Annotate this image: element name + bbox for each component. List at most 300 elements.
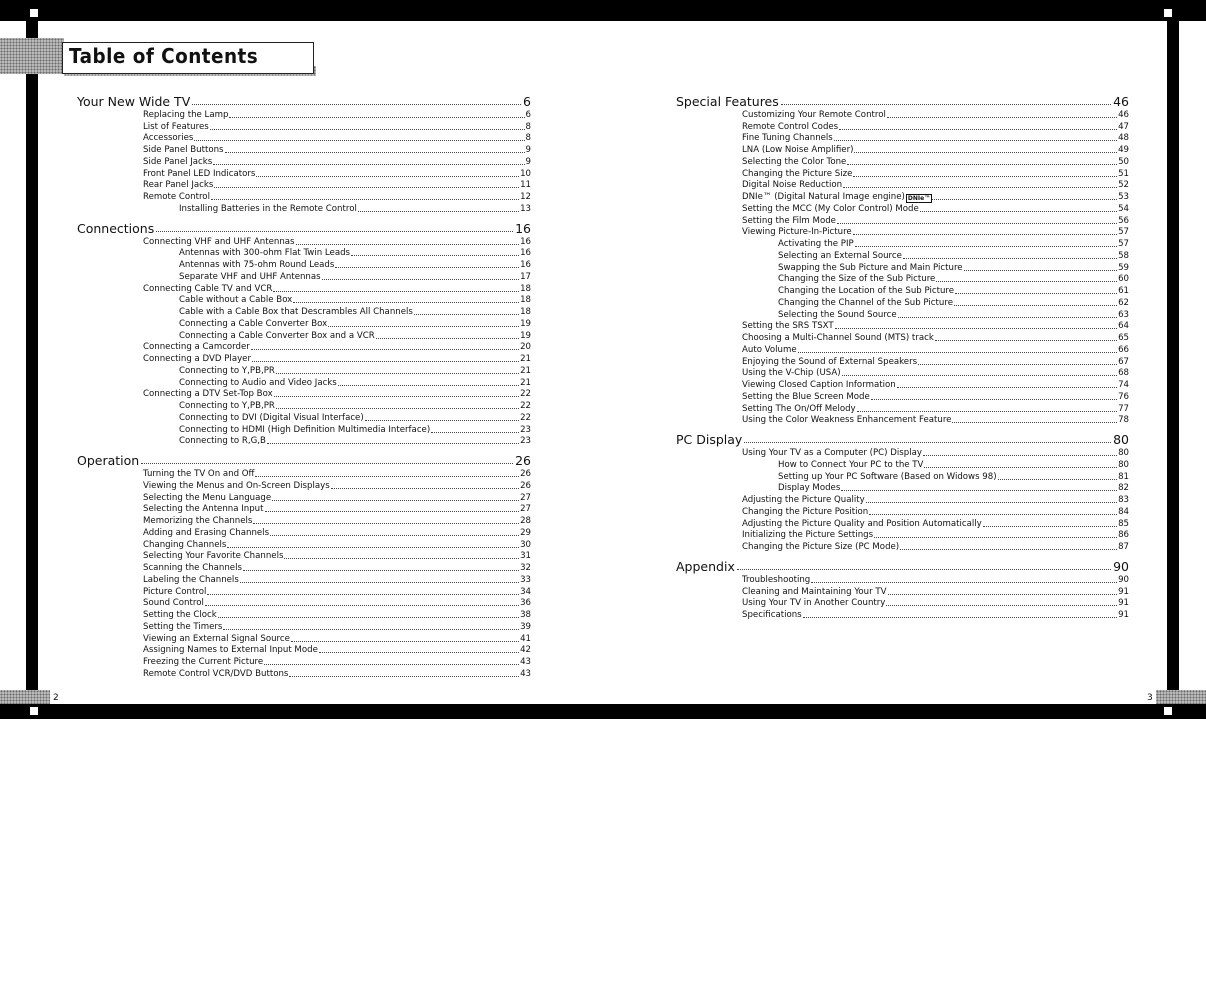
dot-leader [869,514,1117,515]
toc-entry[interactable] [676,586,1129,598]
toc-entry[interactable] [676,598,1129,610]
toc-section-heading[interactable] [676,88,1129,109]
toc-entry-label: Setting the SRS TSXT [742,321,834,332]
dot-leader [240,582,519,583]
dot-leader [866,502,1117,503]
dot-leader [251,349,519,350]
toc-entry-page: 21 [520,365,531,376]
toc-entry-label: Initializing the Picture Settings [742,530,874,541]
toc-entry[interactable] [676,574,1129,586]
dot-leader [156,231,513,232]
dot-leader [955,293,1117,294]
toc-entry-page: 59 [1118,262,1129,273]
corner-mark-top-right [1164,9,1172,17]
toc-entry[interactable] [676,274,1129,286]
toc-entry[interactable] [77,191,531,203]
toc-entry-label: Customizing Your Remote Control [742,109,886,120]
toc-entry-page: 80 [1118,459,1129,470]
toc-entry-page: 58 [1118,250,1129,261]
toc-entry-page: 18 [520,307,531,317]
toc-entry[interactable] [676,262,1129,274]
toc-entry-page: 85 [1118,518,1129,529]
toc-entry[interactable] [77,168,531,180]
toc-entry-label: Setting the MCC (My Color Control) Mode [742,203,919,214]
toc-entry-page: 19 [520,330,531,341]
toc-section-heading[interactable] [77,215,531,236]
toc-entry[interactable] [77,283,531,295]
dot-leader [841,490,1117,491]
toc-entry[interactable] [77,468,531,480]
toc-entry[interactable] [77,330,531,342]
toc-entry-label: Connecting to R,G,B [179,436,266,447]
toc-entry-label: Specifications [742,610,802,620]
toc-entry[interactable] [77,203,531,215]
footer-halftone-right [1156,690,1206,704]
dot-leader [210,129,525,130]
toc-entry[interactable] [676,379,1129,391]
toc-entry-page: 47 [1118,121,1129,132]
toc-entry-label: Connecting to Audio and Video Jacks [179,377,337,388]
toc-entry-label: Changing the Picture Size (PC Mode) [742,542,900,552]
dot-leader [839,129,1117,130]
dot-leader [847,164,1117,165]
dot-leader [252,361,519,362]
dot-leader [272,500,519,501]
toc-entry[interactable] [77,295,531,307]
toc-entry[interactable] [77,480,531,492]
toc-entry[interactable] [676,518,1129,530]
toc-section-page: 46 [1113,94,1129,109]
toc-entry-label: Changing the Channel of the Sub Picture [778,297,953,308]
toc-entry[interactable] [676,121,1129,133]
toc-entry[interactable] [77,412,531,424]
toc-entry-label: Accessories [143,133,194,144]
toc-entry-page: 60 [1118,274,1129,285]
toc-section [676,88,1129,426]
toc-entry[interactable] [77,424,531,436]
toc-entry-page: 16 [520,248,531,259]
toc-section-label: Operation [77,453,140,469]
toc-entry[interactable] [77,551,531,563]
toc-entry[interactable] [77,562,531,574]
frame-left-bar [26,0,38,719]
toc-entry-label: Swapping the Sub Picture and Main Picture [778,262,963,273]
toc-entry[interactable] [77,574,531,586]
toc-section-label: Special Features [676,94,779,109]
dot-leader [843,187,1117,188]
toc-entry-page: 20 [520,342,531,353]
toc-entry-page: 10 [520,168,531,179]
toc-entry[interactable] [676,215,1129,227]
toc-entry-page: 21 [520,377,531,388]
toc-entry-label: Choosing a Multi-Channel Sound (MTS) track [742,333,934,343]
toc-entry-label: Using the V-Chip (USA) [742,368,841,379]
toc-entry-label: How to Connect Your PC to the TV [778,459,924,470]
toc-entry[interactable] [77,121,531,133]
toc-entry-label: Cable with a Cable Box that Descrambles All Channels [179,307,413,317]
toc-entry-label: Front Panel LED Indicators [143,168,256,179]
toc-section [676,553,1129,621]
toc-right-column [676,88,1129,621]
toc-entry[interactable] [77,504,531,516]
toc-entry-label: Changing Channels [143,539,227,550]
toc-entry-page: 43 [520,668,531,679]
toc-entry-page: 21 [520,354,531,364]
toc-entry-page: 49 [1118,145,1129,155]
toc-entry-page: 54 [1118,203,1129,214]
toc-entry[interactable] [77,377,531,389]
toc-section-label: Your New Wide TV [77,94,191,109]
toc-entry-label: Using the Color Weakness Enhancement Feature [742,415,952,426]
toc-entry-page: 22 [520,412,531,423]
toc-entry-label: Connecting VHF and UHF Antennas [143,236,295,247]
toc-section-heading[interactable] [77,447,531,468]
dot-leader [223,629,519,630]
dot-leader [871,399,1117,400]
toc-entry-page: 57 [1118,227,1129,238]
toc-entry-page: 31 [520,551,531,562]
dot-leader [253,523,519,524]
toc-entry[interactable] [77,271,531,283]
dot-leader [834,140,1117,141]
dot-leader [289,676,519,677]
toc-entry[interactable] [77,527,531,539]
toc-entry-label: Using Your TV as a Computer (PC) Display [742,448,922,458]
toc-entry-page: 13 [520,203,531,214]
dot-leader [903,258,1117,259]
dot-leader [351,255,519,256]
toc-entry-page: 26 [520,480,531,491]
toc-entry-page: 80 [1118,448,1129,458]
toc-entry[interactable] [676,250,1129,262]
toc-entry[interactable] [77,365,531,377]
toc-entry[interactable] [77,353,531,365]
toc-entry[interactable] [676,356,1129,368]
toc-entry[interactable] [676,285,1129,297]
dot-leader [954,305,1117,306]
toc-entry-label: Turning the TV On and Off [143,469,255,479]
toc-entry-label: Connecting to Y,PB,PR [179,365,275,376]
dot-leader [331,488,519,489]
toc-entry-label: Cable without a Cable Box [179,295,293,306]
dot-leader [319,652,519,653]
toc-entry[interactable] [676,133,1129,145]
toc-entry-page: 22 [520,389,531,400]
dot-leader [431,432,519,433]
toc-entry-label: Remote Control Codes [742,121,839,132]
dot-leader [781,104,1111,105]
toc-entry-label: Assigning Names to External Input Mode [143,645,318,656]
toc-entry-page: 27 [520,492,531,503]
toc-entry-label: Rear Panel Jacks [143,180,214,191]
dot-leader [855,246,1117,247]
toc-entry-page: 43 [520,657,531,667]
toc-entry-label: Labeling the Channels [143,574,239,585]
toc-entry[interactable] [77,633,531,645]
toc-entry-label: Setting the Clock [143,610,217,620]
toc-entry[interactable] [77,668,531,680]
dot-leader [842,375,1117,376]
toc-section-label: PC Display [676,432,743,448]
toc-entry[interactable] [77,389,531,401]
dot-leader [338,385,519,386]
toc-entry-label: Setting up Your PC Software (Based on Widows 98) [778,471,997,482]
toc-entry[interactable] [77,598,531,610]
toc-entry-label: Freezing the Current Picture [143,657,264,667]
dot-leader [936,281,1117,282]
dot-leader [835,328,1117,329]
toc-entry-page: 62 [1118,297,1129,308]
toc-entry[interactable] [77,400,531,412]
toc-entry-label: Connecting Cable TV and VCR [143,283,273,294]
toc-entry-page: 18 [520,295,531,306]
toc-entry-label: Memorizing the Channels [143,516,253,526]
toc-entry[interactable] [676,459,1129,471]
toc-entry-label: Setting The On/Off Melody [742,403,856,414]
toc-entry-page: 87 [1118,542,1129,552]
toc-entry[interactable] [676,483,1129,495]
toc-entry-label: Separate VHF and UHF Antennas [179,271,321,282]
toc-entry-page: 84 [1118,506,1129,517]
toc-entry-page: 16 [520,236,531,247]
frame-bottom-bar [0,704,1206,719]
toc-entry[interactable] [77,436,531,448]
toc-entry[interactable] [77,645,531,657]
dot-leader [255,476,519,477]
dot-leader [853,176,1117,177]
toc-section [77,88,531,215]
toc-entry[interactable] [676,109,1129,121]
dot-leader [284,558,519,559]
toc-entry[interactable] [676,506,1129,518]
toc-section-page: 26 [515,453,531,469]
toc-section-heading[interactable] [676,553,1129,574]
toc-entry-page: 63 [1118,309,1129,320]
toc-entry-page: 82 [1118,483,1129,494]
toc-section [77,215,531,448]
toc-entry-page: 68 [1118,368,1129,379]
page-title: Table of Contents [69,44,259,68]
toc-entry-page: 36 [520,598,531,609]
toc-entry[interactable] [676,447,1129,459]
toc-entry-page: 77 [1118,403,1129,414]
toc-entry-label: Selecting Your Favorite Channels [143,551,284,562]
toc-section-page: 6 [523,94,531,109]
toc-entry[interactable] [77,306,531,318]
toc-entry[interactable] [676,156,1129,168]
dot-leader [296,244,520,245]
toc-entry[interactable] [676,494,1129,506]
toc-entry-page: 22 [520,401,531,411]
toc-entry[interactable] [77,621,531,633]
dot-leader [886,605,1117,606]
toc-section-label: Connections [77,220,155,236]
toc-entry-label: Remote Control [143,192,210,202]
toc-entry[interactable] [77,180,531,192]
toc-entry[interactable] [676,297,1129,309]
toc-entry[interactable] [77,109,531,121]
toc-entry-label: Connecting to HDMI (High Definition Multimedia Interface) [179,424,431,435]
toc-entry-page: 42 [520,645,531,656]
toc-entry[interactable] [77,609,531,621]
toc-entry[interactable] [77,539,531,551]
toc-entry-page: 28 [520,516,531,526]
toc-entry[interactable] [77,515,531,527]
toc-entry-label: Troubleshooting [742,574,811,585]
toc-entry-label: Digital Noise Reduction [742,180,843,191]
dot-leader [293,302,519,303]
toc-entry[interactable] [77,492,531,504]
toc-entry-page: 32 [520,563,531,573]
toc-entry-page: 90 [1118,574,1129,585]
toc-entry-label: Replacing the Lamp [143,109,229,120]
toc-entry-label: Viewing Closed Caption Information [742,380,896,390]
toc-entry-label: Scanning the Channels [143,563,242,573]
toc-entry-page: 29 [520,527,531,538]
toc-entry-page: 38 [520,610,531,620]
toc-entry[interactable] [676,144,1129,156]
title-box [62,42,314,74]
dot-leader [983,526,1117,527]
toc-entry-page: 81 [1118,471,1129,482]
dot-leader [276,408,519,409]
toc-entry[interactable] [77,144,531,156]
toc-entry-label: Adjusting the Picture Quality and Position Automatically [742,518,982,529]
toc-entry-label: Selecting the Color Tone [742,156,847,167]
toc-entry[interactable] [77,586,531,598]
toc-section-heading[interactable] [77,88,531,109]
dot-leader [213,164,524,165]
toc-entry-page: 17 [520,271,531,282]
dot-leader [900,549,1117,550]
toc-entry-label: Setting the Timers [143,621,223,632]
toc-section-heading[interactable] [676,426,1129,447]
dot-leader [328,326,519,327]
toc-entry-label: Remote Control VCR/DVD Buttons [143,668,289,679]
toc-entry-label: Activating the PIP [778,239,854,249]
toc-entry[interactable] [676,238,1129,250]
toc-entry-label: Connecting to Y,PB,PR [179,401,275,411]
dot-leader [918,364,1117,365]
toc-entry[interactable] [676,168,1129,180]
toc-entry-label: Selecting the Menu Language [143,492,272,503]
toc-section [676,426,1129,553]
toc-entry-page: 34 [520,586,531,597]
toc-entry[interactable] [676,321,1129,333]
toc-entry[interactable] [676,403,1129,415]
toc-entry[interactable] [77,656,531,668]
dot-leader [207,594,519,595]
dot-leader [811,582,1117,583]
toc-entry[interactable] [676,309,1129,321]
dot-leader [376,338,519,339]
dot-leader [924,467,1117,468]
toc-entry-label: Connecting to DVI (Digital Visual Interface) [179,412,364,423]
toc-entry-label: Setting the Film Mode [742,215,836,226]
toc-entry-label: Side Panel Jacks [143,156,213,167]
toc-entry-label: LNA (Low Noise Amplifier) [742,145,854,155]
toc-entry-page: 74 [1118,380,1129,390]
dot-leader [243,570,519,571]
toc-entry-label: List of Features [143,121,209,132]
toc-entry-page: 67 [1118,356,1129,367]
dot-leader [214,187,519,188]
toc-entry[interactable] [676,332,1129,344]
toc-entry-label: Picture Control [143,586,207,597]
dot-leader [952,422,1117,423]
frame-top-bar [0,0,1206,21]
dot-leader [227,547,519,548]
toc-entry[interactable] [77,156,531,168]
toc-entry-page: 66 [1118,344,1129,355]
dot-leader [256,176,519,177]
toc-entry[interactable] [77,133,531,145]
dot-leader [274,396,519,397]
toc-entry-page: 56 [1118,215,1129,226]
dot-leader [887,117,1117,118]
toc-entry[interactable] [676,344,1129,356]
toc-entry[interactable] [676,368,1129,380]
toc-entry[interactable] [676,227,1129,239]
toc-entry[interactable] [676,471,1129,483]
toc-entry[interactable] [676,191,1129,203]
toc-entry-label: Selecting the Antenna Input [143,504,264,515]
toc-entry[interactable] [676,415,1129,427]
footer-halftone-left [0,690,50,704]
toc-entry-page: 33 [520,574,531,585]
dot-leader [964,270,1117,271]
dot-leader [874,537,1117,538]
dot-leader [218,617,519,618]
toc-entry[interactable] [676,180,1129,192]
frame-right-bar [1167,0,1179,719]
toc-entry-page: 12 [520,192,531,202]
toc-entry-page: 9 [525,156,531,167]
toc-entry[interactable] [77,236,531,248]
dot-leader [798,352,1117,353]
toc-entry[interactable] [676,391,1129,403]
dot-leader [273,291,519,292]
toc-entry-label: Adjusting the Picture Quality [742,495,865,505]
dot-leader [935,340,1117,341]
toc-entry-page: 8 [525,121,531,132]
toc-entry[interactable] [676,530,1129,542]
dot-leader [854,152,1117,153]
toc-section-page: 16 [515,220,531,236]
toc-entry-label: DNIe™ (Digital Natural Image engine) [742,192,905,202]
corner-mark-bottom-right [1164,707,1172,715]
dot-leader [932,199,1117,200]
toc-entry[interactable] [77,259,531,271]
toc-entry-page: 26 [520,469,531,479]
toc-entry[interactable] [676,609,1129,621]
dot-leader [194,140,524,141]
dot-leader [744,442,1111,443]
toc-entry[interactable] [676,541,1129,553]
dot-leader [265,511,520,512]
toc-entry[interactable] [77,248,531,260]
dot-leader [192,104,521,105]
toc-entry-page: 19 [520,318,531,329]
dot-leader [365,420,519,421]
toc-entry[interactable] [77,318,531,330]
dot-leader [267,443,519,444]
toc-entry[interactable] [676,203,1129,215]
toc-entry[interactable] [77,342,531,354]
dot-leader [898,317,1117,318]
toc-entry-page: 91 [1118,598,1129,609]
dot-leader [737,569,1111,570]
